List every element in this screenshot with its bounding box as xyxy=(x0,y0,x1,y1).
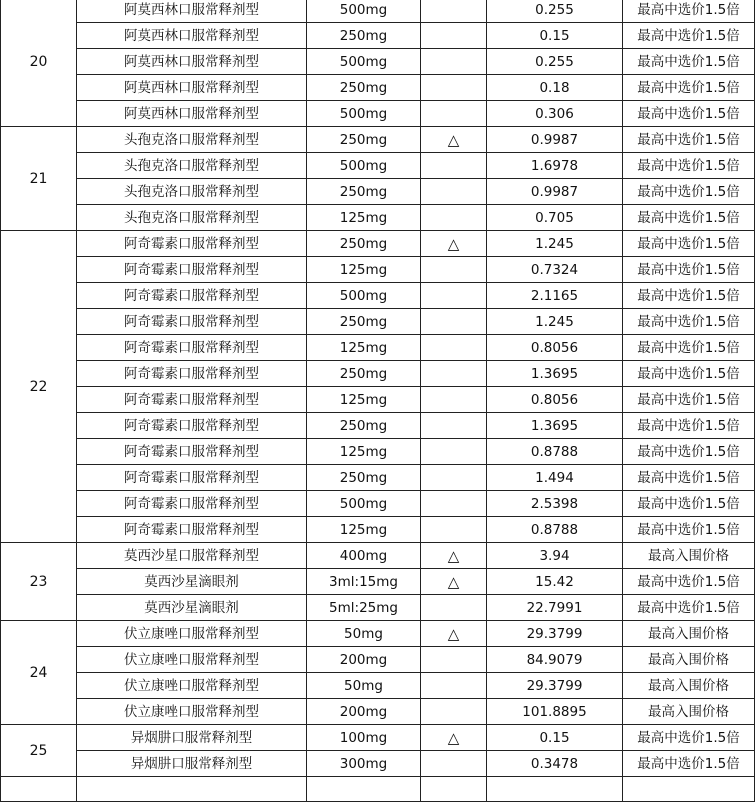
table-row xyxy=(1,699,755,725)
price-cell: 0.15 xyxy=(487,23,623,49)
drug-name-cell: 阿奇霉素口服常释剂型 xyxy=(77,283,307,309)
dosage-cell: 125mg xyxy=(307,335,421,361)
drug-name-cell: 阿奇霉素口服常释剂型 xyxy=(77,231,307,257)
drug-name-cell: 伏立康唑口服常释剂型 xyxy=(77,621,307,647)
representative-mark-cell xyxy=(421,179,487,205)
table-row xyxy=(1,777,755,802)
table-row xyxy=(1,673,755,699)
price-cell: 0.8788 xyxy=(487,517,623,543)
empty-cell xyxy=(421,777,487,802)
price-rule-cell: 最高中选价1.5倍 xyxy=(623,413,755,439)
representative-mark-cell xyxy=(421,335,487,361)
representative-mark-cell xyxy=(421,0,487,23)
price-rule-cell: 最高中选价1.5倍 xyxy=(623,179,755,205)
price-rule-cell: 最高入围价格 xyxy=(623,621,755,647)
table-row xyxy=(1,517,755,543)
price-rule-cell: 最高中选价1.5倍 xyxy=(623,465,755,491)
representative-mark-cell: △ xyxy=(421,725,487,751)
price-cell: 1.245 xyxy=(487,309,623,335)
price-cell: 0.9987 xyxy=(487,127,623,153)
representative-mark-cell: △ xyxy=(421,231,487,257)
price-rule-cell: 最高入围价格 xyxy=(623,699,755,725)
table-row xyxy=(1,153,755,179)
drug-name-cell: 阿奇霉素口服常释剂型 xyxy=(77,517,307,543)
table-row xyxy=(1,231,755,257)
table-row xyxy=(1,75,755,101)
drug-name-cell: 阿莫西林口服常释剂型 xyxy=(77,75,307,101)
dosage-cell: 3ml:15mg xyxy=(307,569,421,595)
representative-mark-cell xyxy=(421,101,487,127)
drug-name-cell: 头孢克洛口服常释剂型 xyxy=(77,127,307,153)
dosage-cell: 250mg xyxy=(307,231,421,257)
drug-name-cell: 莫西沙星滴眼剂 xyxy=(77,595,307,621)
drug-name-cell: 阿奇霉素口服常释剂型 xyxy=(77,335,307,361)
dosage-cell: 5ml:25mg xyxy=(307,595,421,621)
table-row xyxy=(1,751,755,777)
representative-mark-cell xyxy=(421,751,487,777)
dosage-cell: 250mg xyxy=(307,465,421,491)
table-row xyxy=(1,335,755,361)
table-row xyxy=(1,309,755,335)
table-row xyxy=(1,387,755,413)
price-rule-cell: 最高中选价1.5倍 xyxy=(623,101,755,127)
drug-name-cell: 头孢克洛口服常释剂型 xyxy=(77,179,307,205)
representative-mark-cell xyxy=(421,465,487,491)
price-rule-cell: 最高中选价1.5倍 xyxy=(623,491,755,517)
drug-name-cell: 阿奇霉素口服常释剂型 xyxy=(77,439,307,465)
representative-mark-cell xyxy=(421,647,487,673)
dosage-cell: 500mg xyxy=(307,0,421,23)
representative-mark-cell xyxy=(421,413,487,439)
price-cell: 0.705 xyxy=(487,205,623,231)
empty-cell xyxy=(623,777,755,802)
drug-name-cell: 阿奇霉素口服常释剂型 xyxy=(77,413,307,439)
dosage-cell: 125mg xyxy=(307,205,421,231)
table-row xyxy=(1,413,755,439)
representative-mark-cell: △ xyxy=(421,569,487,595)
dosage-cell: 500mg xyxy=(307,491,421,517)
representative-mark-cell xyxy=(421,257,487,283)
representative-mark-cell: △ xyxy=(421,621,487,647)
dosage-cell: 200mg xyxy=(307,647,421,673)
price-cell: 101.8895 xyxy=(487,699,623,725)
table-row xyxy=(1,595,755,621)
price-rule-cell: 最高中选价1.5倍 xyxy=(623,361,755,387)
table-row xyxy=(1,0,755,23)
representative-mark-cell: △ xyxy=(421,543,487,569)
group-number: 20 xyxy=(1,0,77,127)
dosage-cell: 125mg xyxy=(307,387,421,413)
price-cell: 1.3695 xyxy=(487,361,623,387)
price-rule-cell: 最高中选价1.5倍 xyxy=(623,335,755,361)
table-row xyxy=(1,621,755,647)
price-cell: 0.8788 xyxy=(487,439,623,465)
price-rule-cell: 最高中选价1.5倍 xyxy=(623,439,755,465)
price-cell: 0.3478 xyxy=(487,751,623,777)
price-rule-cell: 最高中选价1.5倍 xyxy=(623,517,755,543)
price-cell: 0.8056 xyxy=(487,335,623,361)
dosage-cell: 125mg xyxy=(307,257,421,283)
drug-name-cell: 阿奇霉素口服常释剂型 xyxy=(77,309,307,335)
price-rule-cell: 最高中选价1.5倍 xyxy=(623,23,755,49)
representative-mark-cell xyxy=(421,517,487,543)
dosage-cell: 50mg xyxy=(307,621,421,647)
representative-mark-cell xyxy=(421,361,487,387)
price-rule-cell: 最高中选价1.5倍 xyxy=(623,257,755,283)
empty-cell xyxy=(307,777,421,802)
price-cell: 1.494 xyxy=(487,465,623,491)
drug-name-cell: 阿奇霉素口服常释剂型 xyxy=(77,465,307,491)
representative-mark-cell xyxy=(421,439,487,465)
dosage-cell: 125mg xyxy=(307,439,421,465)
drug-name-cell: 莫西沙星口服常释剂型 xyxy=(77,543,307,569)
table-row xyxy=(1,101,755,127)
empty-cell xyxy=(1,777,77,802)
price-cell: 1.6978 xyxy=(487,153,623,179)
price-cell: 0.15 xyxy=(487,725,623,751)
table-row xyxy=(1,491,755,517)
price-rule-cell: 最高中选价1.5倍 xyxy=(623,153,755,179)
price-cell: 0.255 xyxy=(487,49,623,75)
price-rule-cell: 最高中选价1.5倍 xyxy=(623,283,755,309)
price-rule-cell: 最高中选价1.5倍 xyxy=(623,725,755,751)
dosage-cell: 250mg xyxy=(307,23,421,49)
price-rule-cell: 最高中选价1.5倍 xyxy=(623,127,755,153)
price-rule-cell: 最高中选价1.5倍 xyxy=(623,49,755,75)
group-number: 24 xyxy=(1,621,77,725)
price-cell: 3.94 xyxy=(487,543,623,569)
price-rule-cell: 最高入围价格 xyxy=(623,543,755,569)
representative-mark-cell xyxy=(421,153,487,179)
table-row xyxy=(1,23,755,49)
drug-name-cell: 阿莫西林口服常释剂型 xyxy=(77,23,307,49)
representative-mark-cell xyxy=(421,595,487,621)
dosage-cell: 300mg xyxy=(307,751,421,777)
drug-name-cell: 头孢克洛口服常释剂型 xyxy=(77,153,307,179)
group-number: 23 xyxy=(1,543,77,621)
representative-mark-cell xyxy=(421,283,487,309)
table-row xyxy=(1,205,755,231)
price-cell: 29.3799 xyxy=(487,673,623,699)
drug-name-cell: 阿莫西林口服常释剂型 xyxy=(77,0,307,23)
table-row xyxy=(1,361,755,387)
table-row xyxy=(1,439,755,465)
empty-cell xyxy=(487,777,623,802)
table-row xyxy=(1,725,755,751)
price-rule-cell: 最高中选价1.5倍 xyxy=(623,0,755,23)
table-row xyxy=(1,179,755,205)
price-cell: 0.7324 xyxy=(487,257,623,283)
dosage-cell: 250mg xyxy=(307,75,421,101)
price-rule-cell: 最高中选价1.5倍 xyxy=(623,205,755,231)
table-row xyxy=(1,465,755,491)
dosage-cell: 100mg xyxy=(307,725,421,751)
price-rule-cell: 最高入围价格 xyxy=(623,647,755,673)
table-row xyxy=(1,49,755,75)
drug-name-cell: 阿莫西林口服常释剂型 xyxy=(77,101,307,127)
price-rule-cell: 最高中选价1.5倍 xyxy=(623,595,755,621)
drug-name-cell: 伏立康唑口服常释剂型 xyxy=(77,673,307,699)
price-cell: 0.18 xyxy=(487,75,623,101)
price-cell: 15.42 xyxy=(487,569,623,595)
dosage-cell: 50mg xyxy=(307,673,421,699)
representative-mark-cell xyxy=(421,699,487,725)
table-row xyxy=(1,257,755,283)
dosage-cell: 250mg xyxy=(307,309,421,335)
price-cell: 84.9079 xyxy=(487,647,623,673)
price-rule-cell: 最高中选价1.5倍 xyxy=(623,569,755,595)
representative-mark-cell xyxy=(421,205,487,231)
table-row xyxy=(1,543,755,569)
price-cell: 0.255 xyxy=(487,0,623,23)
dosage-cell: 250mg xyxy=(307,127,421,153)
table-body xyxy=(1,0,755,802)
drug-name-cell: 伏立康唑口服常释剂型 xyxy=(77,699,307,725)
table-row xyxy=(1,127,755,153)
price-rule-cell: 最高入围价格 xyxy=(623,673,755,699)
price-cell: 0.8056 xyxy=(487,387,623,413)
drug-name-cell: 阿奇霉素口服常释剂型 xyxy=(77,361,307,387)
representative-mark-cell: △ xyxy=(421,127,487,153)
group-number: 22 xyxy=(1,231,77,543)
dosage-cell: 250mg xyxy=(307,179,421,205)
price-cell: 2.5398 xyxy=(487,491,623,517)
group-number: 25 xyxy=(1,725,77,777)
price-rule-cell: 最高中选价1.5倍 xyxy=(623,75,755,101)
price-cell: 2.1165 xyxy=(487,283,623,309)
drug-name-cell: 异烟肼口服常释剂型 xyxy=(77,751,307,777)
price-cell: 0.306 xyxy=(487,101,623,127)
price-cell: 1.3695 xyxy=(487,413,623,439)
drug-name-cell: 阿莫西林口服常释剂型 xyxy=(77,49,307,75)
table-row xyxy=(1,647,755,673)
dosage-cell: 500mg xyxy=(307,153,421,179)
dosage-cell: 500mg xyxy=(307,101,421,127)
dosage-cell: 250mg xyxy=(307,361,421,387)
dosage-cell: 200mg xyxy=(307,699,421,725)
dosage-cell: 500mg xyxy=(307,49,421,75)
representative-mark-cell xyxy=(421,673,487,699)
drug-name-cell: 头孢克洛口服常释剂型 xyxy=(77,205,307,231)
representative-mark-cell xyxy=(421,49,487,75)
drug-name-cell: 伏立康唑口服常释剂型 xyxy=(77,647,307,673)
price-rule-cell: 最高中选价1.5倍 xyxy=(623,231,755,257)
price-cell: 22.7991 xyxy=(487,595,623,621)
representative-mark-cell xyxy=(421,23,487,49)
empty-cell xyxy=(77,777,307,802)
drug-name-cell: 阿奇霉素口服常释剂型 xyxy=(77,387,307,413)
dosage-cell: 125mg xyxy=(307,517,421,543)
representative-mark-cell xyxy=(421,309,487,335)
drug-name-cell: 莫西沙星滴眼剂 xyxy=(77,569,307,595)
drug-name-cell: 阿奇霉素口服常释剂型 xyxy=(77,491,307,517)
representative-mark-cell xyxy=(421,75,487,101)
representative-mark-cell xyxy=(421,387,487,413)
price-rule-cell: 最高中选价1.5倍 xyxy=(623,751,755,777)
table-row xyxy=(1,283,755,309)
dosage-cell: 250mg xyxy=(307,413,421,439)
price-rule-cell: 最高中选价1.5倍 xyxy=(623,309,755,335)
price-cell: 0.9987 xyxy=(487,179,623,205)
drug-name-cell: 异烟肼口服常释剂型 xyxy=(77,725,307,751)
drug-name-cell: 阿奇霉素口服常释剂型 xyxy=(77,257,307,283)
representative-mark-cell xyxy=(421,491,487,517)
table-row xyxy=(1,569,755,595)
group-number: 21 xyxy=(1,127,77,231)
price-rule-cell: 最高中选价1.5倍 xyxy=(623,387,755,413)
price-cell: 29.3799 xyxy=(487,621,623,647)
dosage-cell: 500mg xyxy=(307,283,421,309)
dosage-cell: 400mg xyxy=(307,543,421,569)
price-cell: 1.245 xyxy=(487,231,623,257)
